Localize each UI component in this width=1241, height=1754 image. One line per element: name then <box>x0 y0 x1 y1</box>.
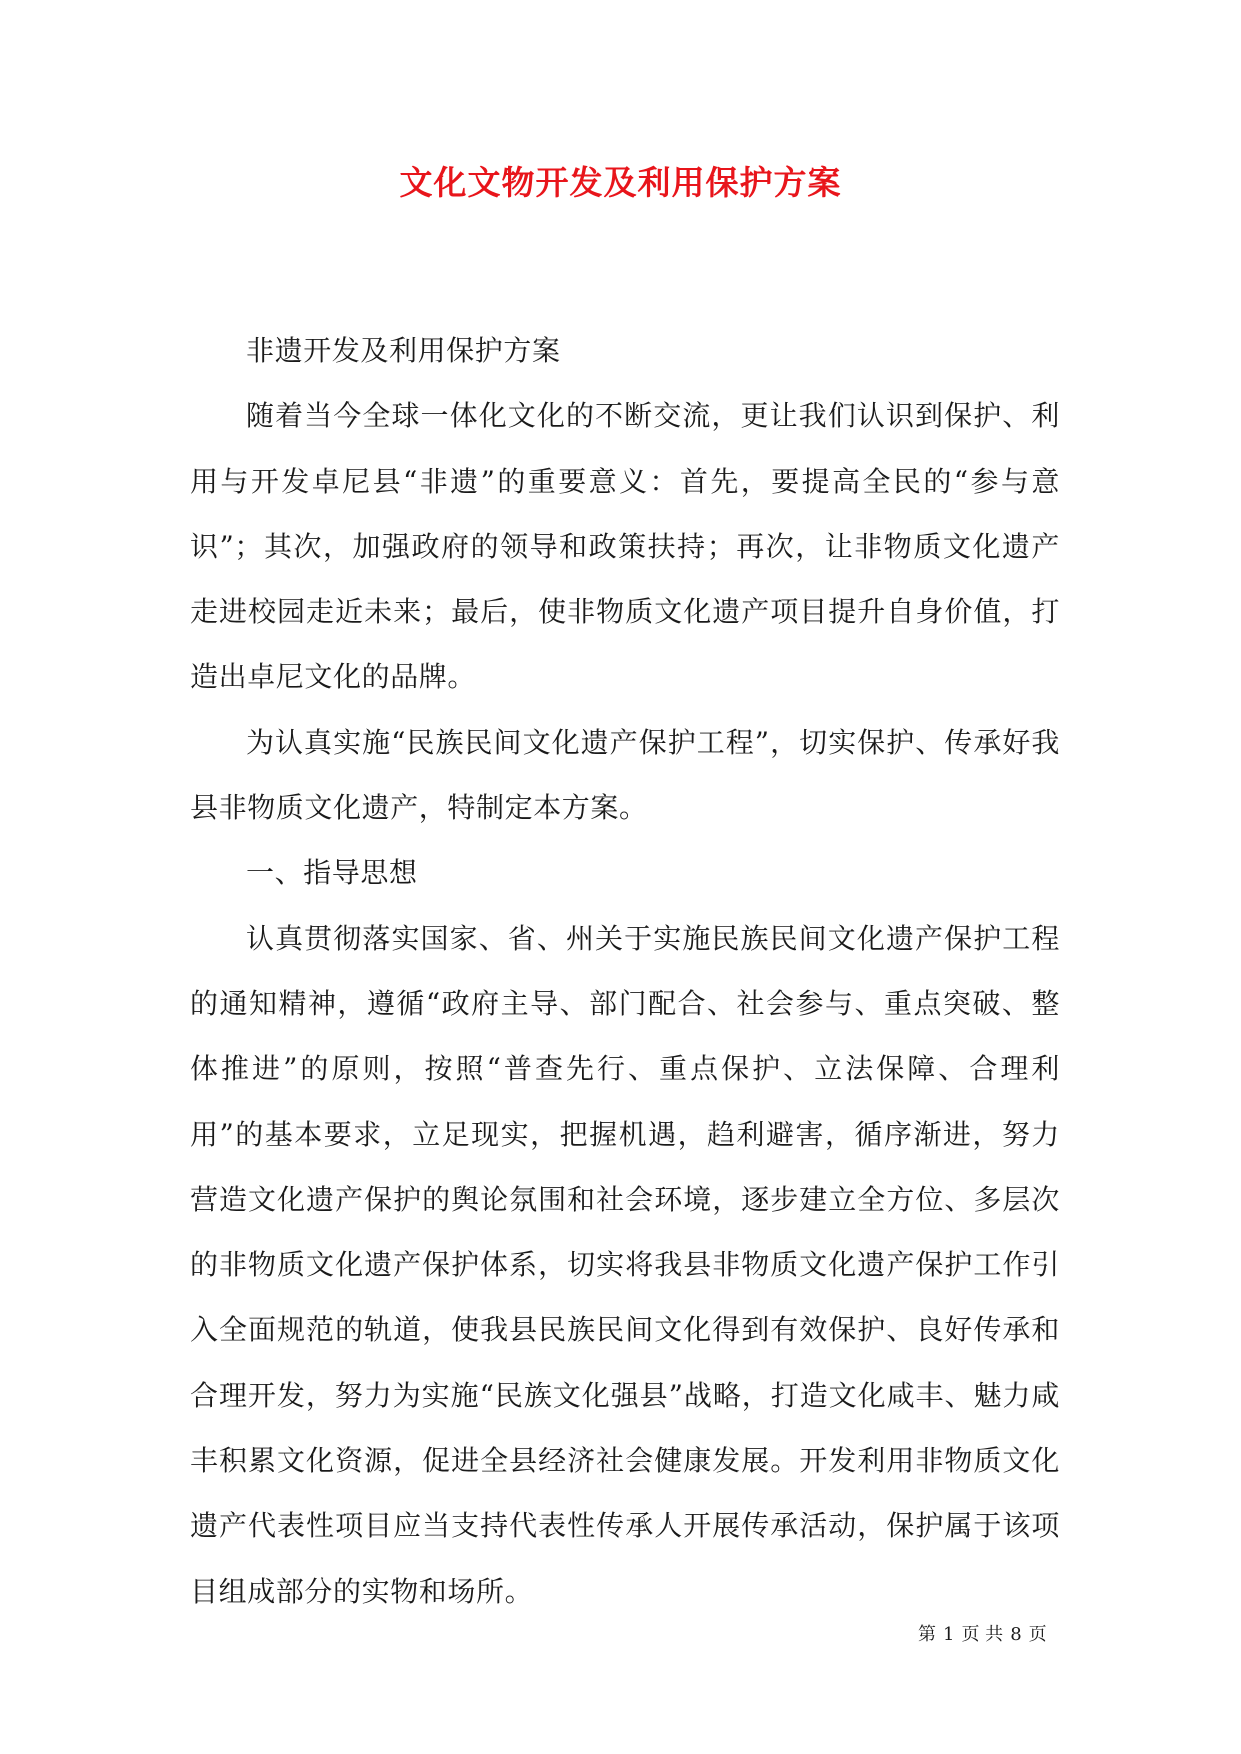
document-title: 文化文物开发及利用保护方案 <box>399 163 842 202</box>
page-footer <box>918 1622 1047 1648</box>
footer-current-page: 1 <box>943 1624 955 1645</box>
footer-prefix: 第 <box>918 1624 936 1645</box>
document-body <box>190 318 1060 1624</box>
paragraph-guiding-thought: 认真贯彻落实国家、省、州关于实施民族民间文化遗产保护工程的通知精神，遵循“政府主导、部门配合、社会参与、重点突破、整体推进”的原则，按照“普查先行、重点保护、立法保障、合理利用”的基本要求，立足现实，把握机遇，趋利避害，循序渐进，努力营造文化遗产保护的舆论氛围和社会环境，逐步建立全方位、多层次的非物质文化遗产保护体系，切实将我县非物质文化遗产保护工作引入全面规范的轨道，使我县民族民间文化得到有效保护、良好传承和合理开发，努力为实施“民族文化强县”战略，打造文化咸丰、魅力咸丰积累文化资源，促进全县经济社会健康发展。开发利用非物质文化遗产代表性项目应当支持代表性传承人开展传承活动，保护属于该项目组成部分的实物和场所。 <box>190 921 1060 1608</box>
paragraph-intro: 随着当今全球一体化文化的不断交流，更让我们认识到保护、利用与开发卓尼县“非遗”的重要意义：首先，要提高全民的“参与意识”；其次，加强政府的领导和政策扶持；再次，让非物质文化遗产走进校园走近未来；最后，使非物质文化遗产项目提升自身价值，打造出卓尼文化的品牌。 <box>190 399 1060 694</box>
footer-suffix: 页 <box>1028 1624 1047 1645</box>
footer-middle: 页 共 <box>961 1624 1004 1645</box>
paragraph-purpose: 为认真实施“民族民间文化遗产保护工程”，切实保护、传承好我县非物质文化遗产，特制定本方案。 <box>190 725 1060 825</box>
paragraph-subtitle: 非遗开发及利用保护方案 <box>246 334 561 367</box>
section-heading-guiding-thought: 一、指导思想 <box>246 856 418 890</box>
footer-total-pages: 8 <box>1010 1624 1022 1645</box>
